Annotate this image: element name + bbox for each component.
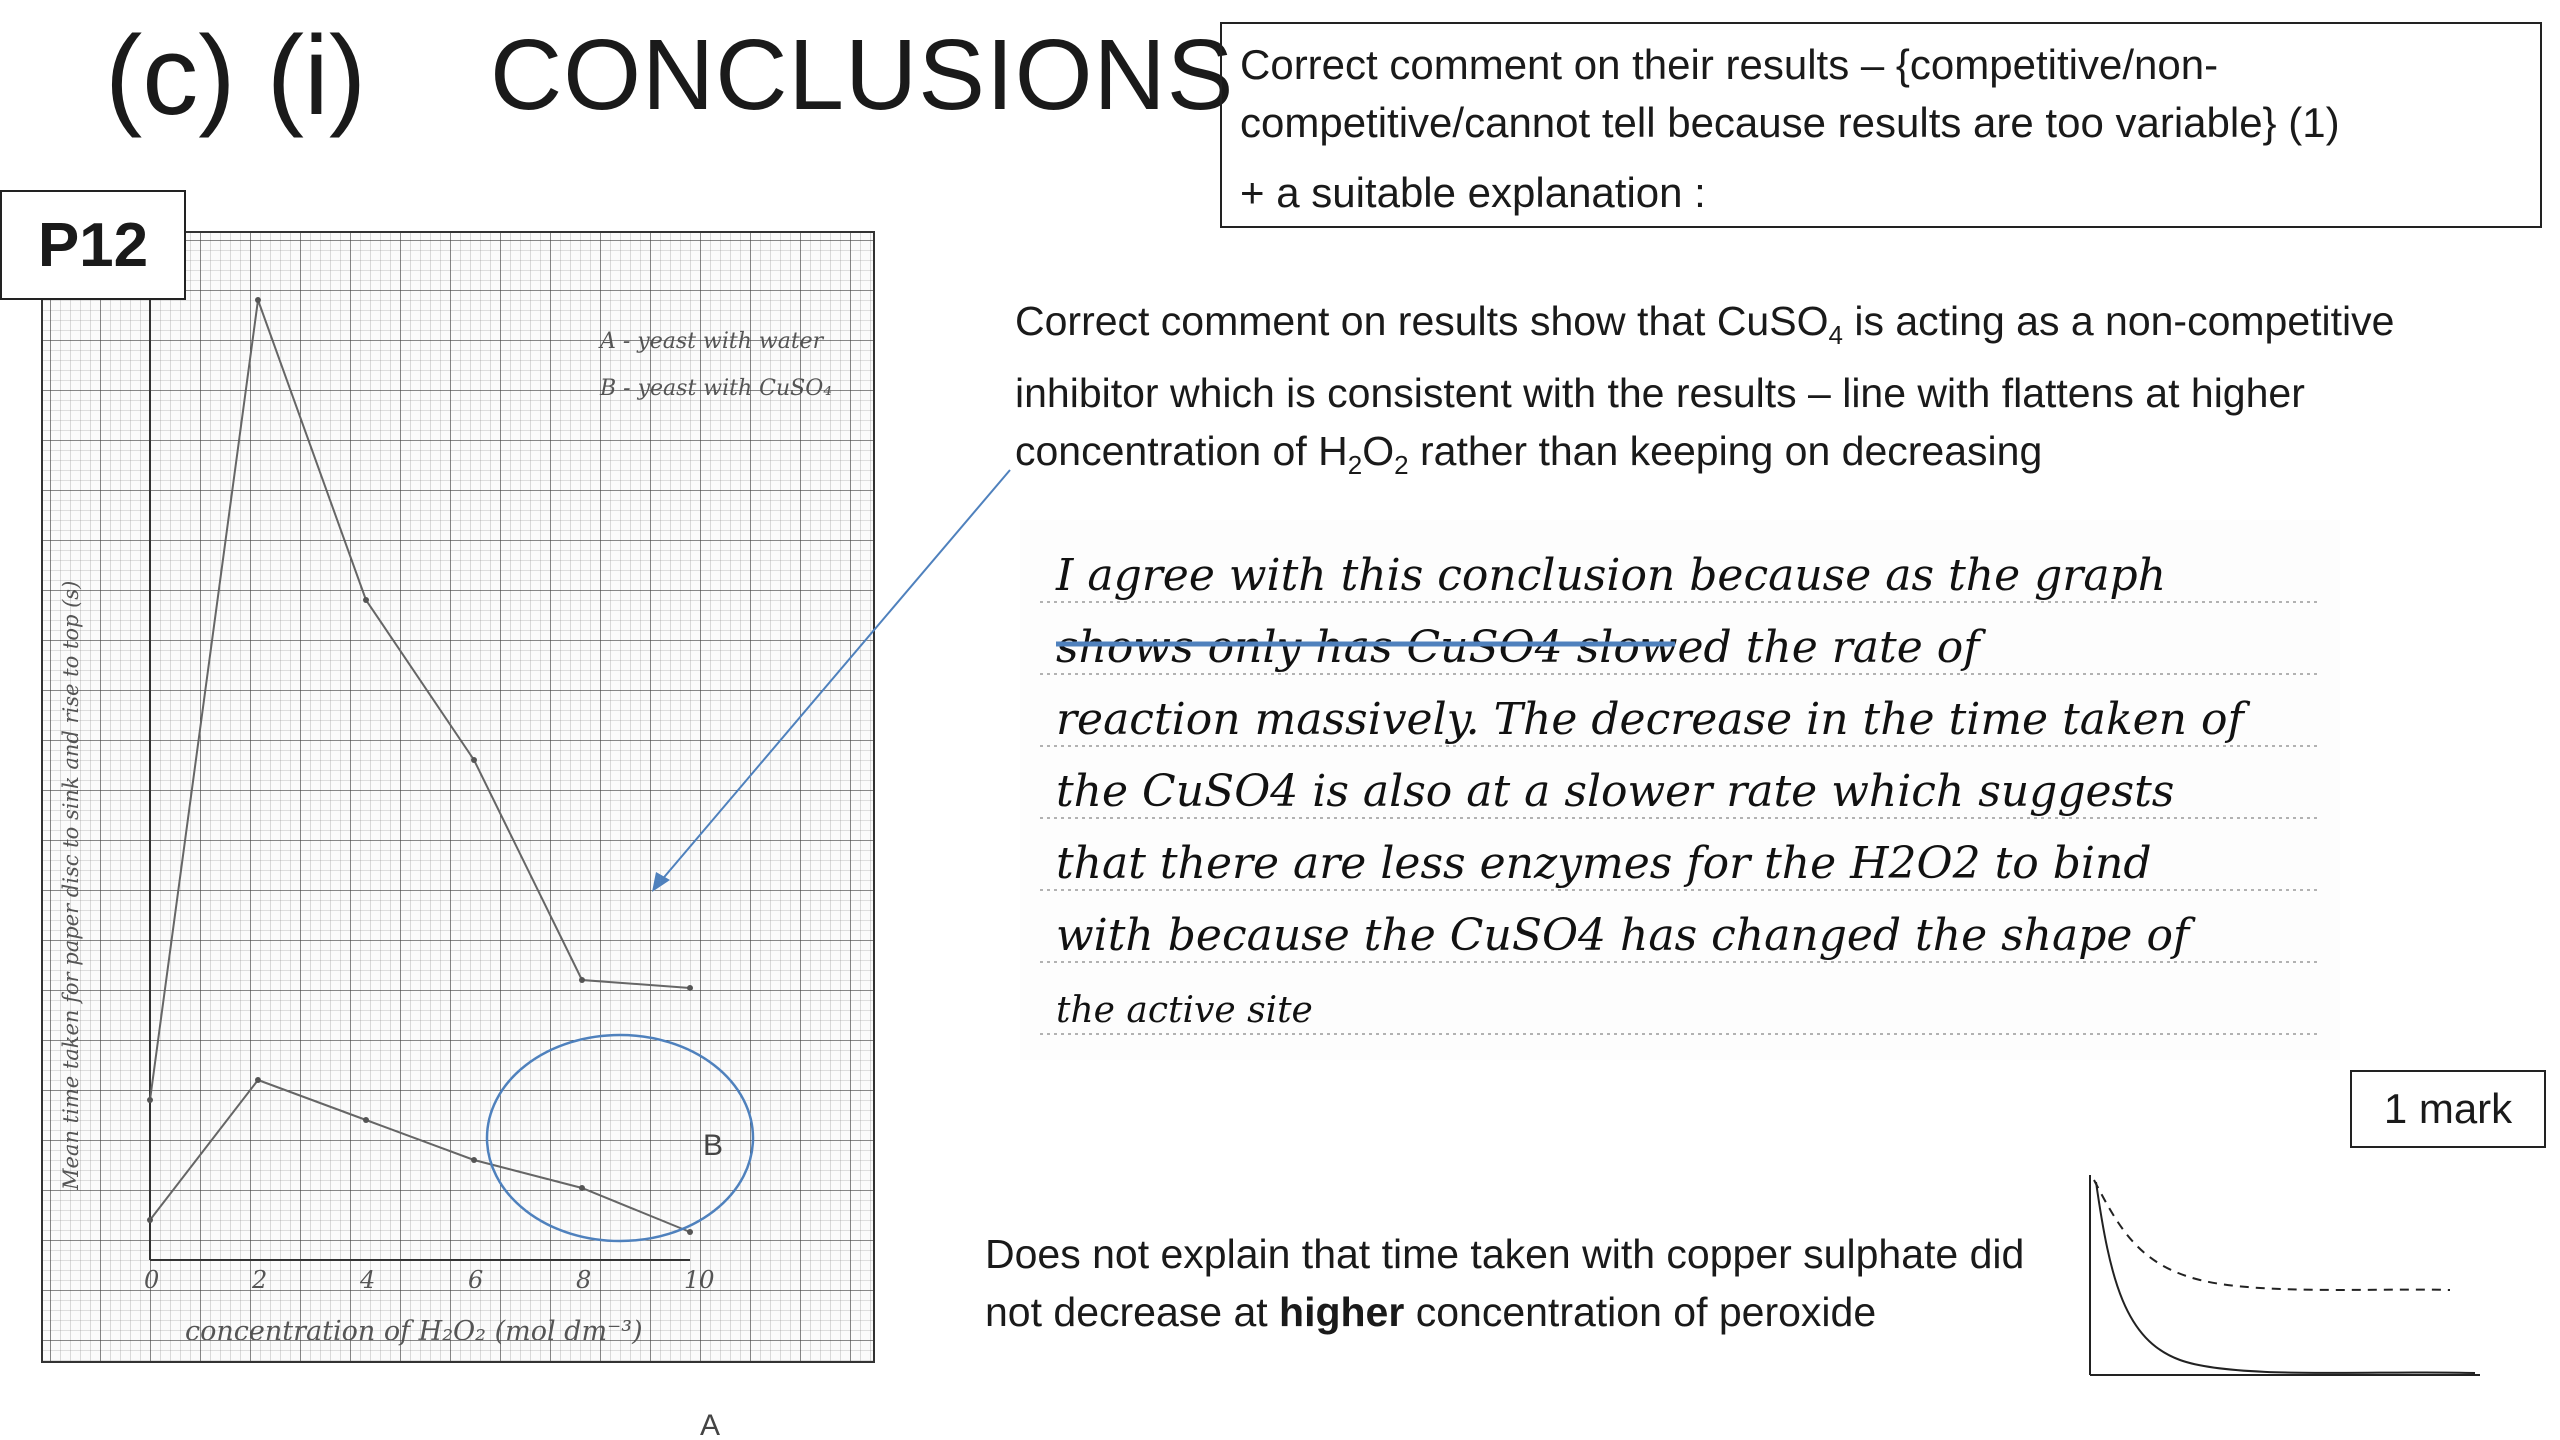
examiner-comment [1015,292,2515,494]
answer-line: that there are less enzymes for the H2O2 to bind [1056,838,2152,889]
answer-line: the CuSO4 is also at a slower rate which suggests [1056,766,2175,817]
x-tick-label: 6 [468,1266,484,1294]
x-tick-label: 4 [360,1266,376,1294]
sketch-dashed-curve [2094,1180,2450,1290]
bottom-note [985,1225,2085,1341]
mark-scheme-line-2: + a suitable explanation : [1240,169,1706,216]
x-tick-label: 8 [576,1266,592,1294]
comment-subscript-2: 2 [1347,450,1363,481]
answer-line: reaction massively. The decrease in the time taken of [1056,694,2244,745]
comment-text-3: O [1362,428,1395,475]
bottom-note-text-1: Does not explain that time taken with copper sulphate did not decrease at [985,1231,2025,1335]
series-a-end-label: A [700,1409,721,1440]
comment-subscript-3: 2 [1394,450,1409,481]
question-part-label: (c) (i) [105,13,367,138]
sketch-solid-curve [2096,1182,2475,1373]
comment-subscript-1: 4 [1828,320,1843,351]
bottom-note-bold: higher [1279,1289,1405,1335]
comment-text-1: Correct comment on results show that CuSO [1015,298,1829,344]
legend-b: B - yeast with CuSO₄ [600,376,833,401]
bottom-note-text-2: concentration of peroxide [1404,1289,1877,1335]
answer-line: the active site [1056,990,1313,1031]
x-tick-label: 2 [252,1266,268,1294]
arrow-head-icon [652,872,670,892]
answer-line: shows only has CuSO4 slowed the rate of [1056,622,1980,673]
candidate-label: P12 [0,190,186,300]
legend-a: A - yeast with water [600,329,824,354]
x-tick-label: 0 [144,1266,160,1294]
answer-line: I agree with this conclusion because as the graph [1056,550,2167,601]
comment-text-4: rather than keeping on decreasing [1408,428,2043,475]
series-b-end-label: B [703,1129,724,1162]
handwritten-answer [1020,520,2340,1060]
answer-line: with because the CuSO4 has changed the shape of [1056,910,2190,961]
mark-scheme-line-1: Correct comment on their results – {competitive/non-competitive/cannot tell because results are too variable} (1) [1240,41,2340,146]
x-tick-label: 10 [684,1266,715,1294]
page-title: CONCLUSIONS [490,19,1235,131]
y-axis-label: Mean time taken for paper disc to sink and rise to top (s) [59,580,83,1190]
sketch-graph [2080,1170,2500,1385]
comment-text-2: is acting as a non-competitive inhibitor which is consistent with the results – line with flattens at higher concentration of H [1015,298,2395,475]
x-axis-label: concentration of H₂O₂ (mol dm⁻³) [185,1316,643,1347]
mark-awarded: 1 mark [2350,1070,2546,1148]
